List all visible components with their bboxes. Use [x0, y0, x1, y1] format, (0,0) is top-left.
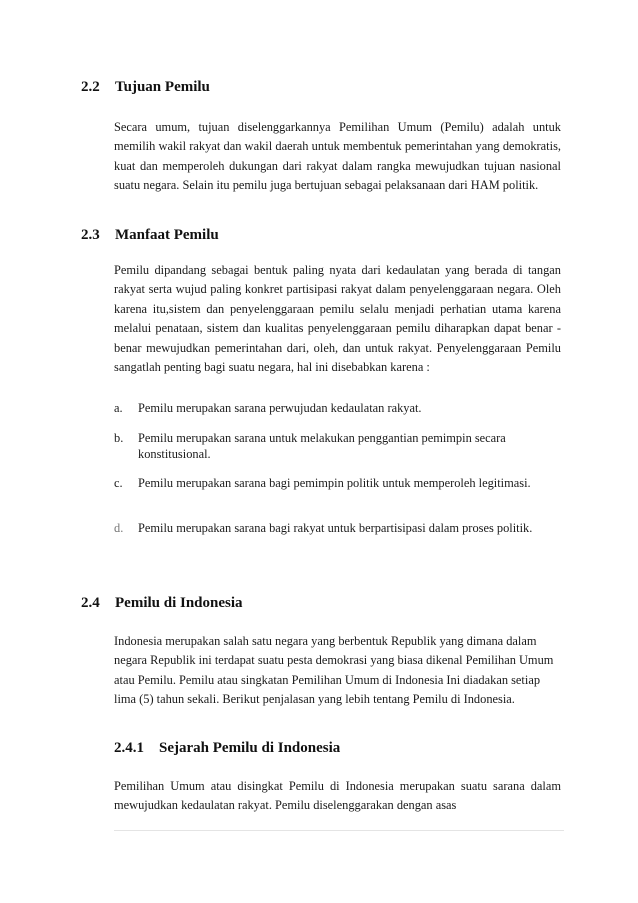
page-divider — [114, 830, 564, 831]
list-text: Pemilu merupakan sarana bagi pemimpin politik untuk memperoleh legitimasi. — [138, 476, 531, 490]
heading-sejarah-pemilu — [114, 740, 340, 757]
subsection-title: Sejarah Pemilu di Indonesia — [159, 740, 341, 756]
list-marker: a. — [114, 401, 123, 415]
list-marker: d. — [114, 521, 124, 535]
paragraph-tujuan-pemilu: Secara umum, tujuan diselenggarkannya Pemilihan Umum (Pemilu) adalah untuk memilih wakil rakyat dan wakil daerah untuk membentuk pemerintahan yang demokratis, kuat dan memperoleh dukungan dari rakyat dalam rangka mewujudkan tujuan nasional suatu negara. Selain itu pemilu juga bertujuan sebagai pelaksanaan dari HAM politik. — [114, 120, 561, 193]
heading-pemilu-di-indonesia — [81, 595, 243, 612]
paragraph-pemilu-di-indonesia: Indonesia merupakan salah satu negara yang berbentuk Republik yang dimana dalam negara Republik ini terdapat suatu pesta demokrasi yang biasa dikenal Pemilihan Umum atau Pemilu. Pemilu atau singkatan Pemilihan Umum di Indonesia Ini diadakan setiap lima (5) tahun sekali. Berikut penjalasan yang lebih tentang Pemilu di Indonesia. — [114, 634, 554, 707]
list-marker: c. — [114, 476, 123, 490]
list-marker: b. — [114, 431, 124, 445]
heading-tujuan-pemilu — [81, 79, 210, 96]
paragraph-manfaat-pemilu: Pemilu dipandang sebagai bentuk paling nyata dari kedaulatan yang berada di tangan rakyat serta wujud paling konkret partisipasi rakyat dalam penyelenggaraan negara. Oleh karena itu,sistem dan penyelenggaraan pemilu selalu menjadi perhatian utama karena melalui penataan, sistem dan kualitas penyelenggaraan pemilu diharapkan dapat benar - benar mewujudkan pemerintahan dari, oleh, dan untuk rakyat. Penyelenggaraan Pemilu sangatlah penting bagi suatu negara, hal ini disebabkan karena : — [114, 263, 561, 375]
section-title: Manfaat Pemilu — [115, 227, 219, 243]
section-number: 2.2 — [81, 79, 100, 95]
section-number: 2.4 — [81, 595, 100, 611]
section-number: 2.3 — [81, 227, 100, 243]
list-text: Pemilu merupakan sarana perwujudan kedaulatan rakyat. — [138, 401, 422, 415]
subsection-number: 2.4.1 — [114, 740, 144, 756]
section-title: Tujuan Pemilu — [115, 79, 210, 95]
section-title: Pemilu di Indonesia — [115, 595, 243, 611]
list-text: Pemilu merupakan sarana untuk melakukan penggantian pemimpin secara konstitusional. — [138, 431, 506, 461]
heading-manfaat-pemilu — [81, 227, 219, 244]
paragraph-sejarah-pemilu: Pemilihan Umum atau disingkat Pemilu di Indonesia merupakan suatu sarana dalam mewujudkan kedaulatan rakyat. Pemilu diselenggarakan dengan asas — [114, 779, 561, 813]
list-text: Pemilu merupakan sarana bagi rakyat untuk berpartisipasi dalam proses politik. — [138, 521, 533, 535]
